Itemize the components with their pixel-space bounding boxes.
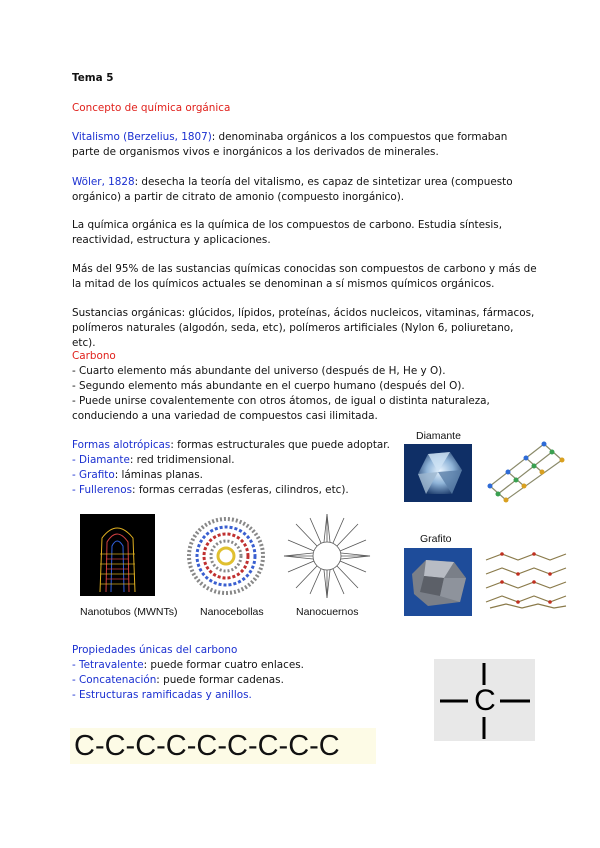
page-title: Tema 5 (72, 72, 114, 84)
caption-nanotubos: Nanotubos (MWNTs) (80, 606, 178, 618)
term-grafito: - Grafito (72, 469, 115, 481)
tetravalent-carbon-figure (434, 659, 535, 741)
section-heading-concepto: Concepto de química orgánica (72, 102, 231, 114)
term-tetravalente: - Tetravalente (72, 659, 144, 671)
term-concatenacion: - Concatenación (72, 674, 157, 686)
paragraph-definition: La química orgánica es la química de los compuestos de carbono. Estudia síntesis, reactividad, estructura y aplicaciones. (72, 219, 503, 246)
text-tetravalente: : puede formar cuatro enlaces. (143, 659, 304, 671)
list-item: - Segundo elemento más abundante en el cuerpo humano (después del O). (72, 380, 465, 392)
text-concatenacion: : puede formar cadenas. (156, 674, 284, 686)
text-vitalismo: : denominaba orgánicos a los compuestos que formaban parte de organismos vivos e inorgánicos a los derivados de minerales. (72, 131, 508, 158)
term-diamante: - Diamante (72, 454, 130, 466)
diamond-lattice-diagram (484, 436, 568, 504)
nanotube-image (80, 514, 155, 596)
graphite-photo (404, 548, 472, 616)
formas-block (72, 438, 402, 498)
carbon-symbol: C (474, 684, 496, 717)
term-woler: Wöler, 1828 (72, 176, 135, 188)
caption-nanocebollas: Nanocebollas (200, 606, 264, 618)
paragraph-woler (72, 175, 527, 205)
carbono-list (72, 364, 492, 424)
text-woler: : desecha la teoría del vitalismo, es capaz de sintetizar urea (compuesto orgánico) a partir de citrato de amonio (compuesto inorgánico). (72, 176, 513, 203)
text-diamante: : red tridimensional. (129, 454, 235, 466)
paragraph-substances: Sustancias orgánicas: glúcidos, lípidos, proteínas, ácidos nucleicos, vitaminas, fármacos, polímeros naturales (algodón, seda, etc), polímeros artificiales (Nylon 6, poliuretano, etc). (72, 307, 535, 349)
caption-nanocuernos: Nanocuernos (296, 606, 359, 618)
paragraph-vitalismo (72, 130, 532, 160)
carbon-chain: C-C-C-C-C-C-C-C-C (74, 730, 340, 762)
nano-onion-image (186, 516, 266, 596)
caption-diamante: Diamante (416, 430, 461, 442)
text-formas: : formas estructurales que puede adoptar. (170, 439, 390, 451)
section-heading-carbono: Carbono (72, 350, 116, 362)
term-fullerenos: - Fullerenos (72, 484, 133, 496)
caption-grafito: Grafito (420, 533, 452, 545)
diamond-photo (404, 444, 472, 502)
term-vitalismo: Vitalismo (Berzelius, 1807) (72, 131, 212, 143)
carbon-chain-box (70, 728, 376, 764)
list-item: - Cuarto elemento más abundante del universo (después de H, He y O). (72, 365, 446, 377)
text-fullerenos: : formas cerradas (esferas, cilindros, etc). (132, 484, 349, 496)
paragraph-percent: Más del 95% de las sustancias químicas conocidas son compuestos de carbono y más de la mitad de los químicos actuales se denominan a sí mismos químicos orgánicos. (72, 263, 537, 290)
text-grafito: : láminas planas. (114, 469, 203, 481)
term-formas: Formas alotrópicas (72, 439, 171, 451)
graphite-layers-diagram (482, 548, 568, 614)
term-estructuras: - Estructuras ramificadas y anillos. (72, 689, 252, 701)
propiedades-block (72, 643, 392, 703)
list-item: - Puede unirse covalentemente con otros átomos, de igual o distinta naturaleza, conduciendo a una variedad de compuestos casi ilimitada. (72, 395, 490, 422)
heading-propiedades: Propiedades únicas del carbono (72, 644, 238, 656)
nanohorn-image (280, 510, 374, 602)
